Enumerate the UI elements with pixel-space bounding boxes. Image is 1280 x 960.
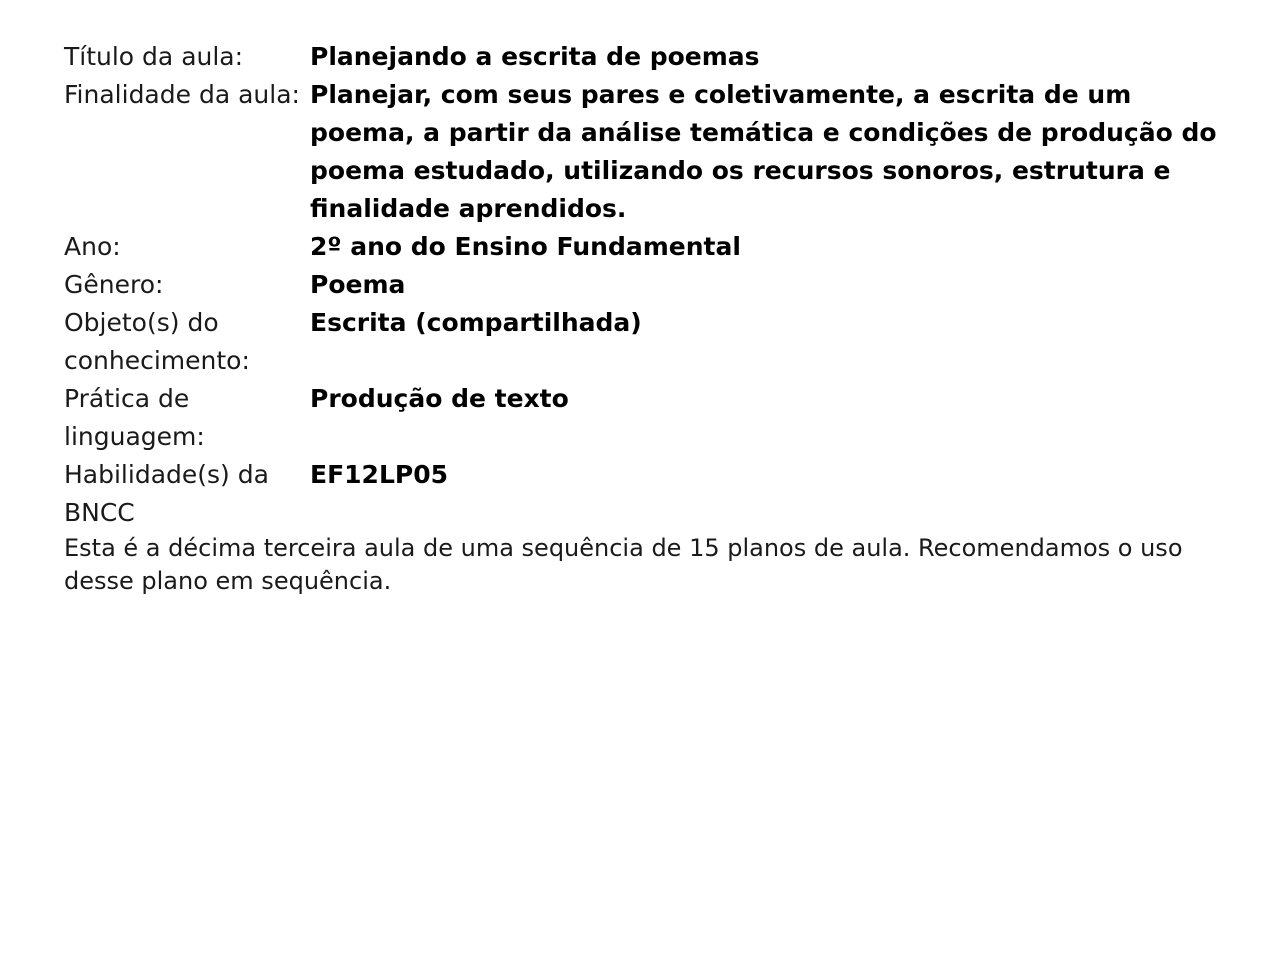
row-value-ano: 2º ano do Ensino Fundamental [310,232,741,261]
row-value-titulo: Planejando a escrita de poemas [310,42,760,71]
table-row [64,456,1228,532]
row-label-genero: Gênero: [64,270,164,299]
table-row [64,266,1228,304]
row-value-objeto-conhecimento: Escrita (compartilhada) [310,308,642,337]
row-value-habilidade-bncc: EF12LP05 [310,460,448,489]
table-row [64,380,1228,456]
row-label-objeto-conhecimento: Objeto(s) do conhecimento: [64,308,250,375]
table-row [64,304,1228,380]
row-label-pratica-linguagem: Prática de linguagem: [64,384,205,451]
row-value-pratica-linguagem: Produção de texto [310,384,569,413]
table-row [64,76,1228,228]
row-value-genero: Poema [310,270,406,299]
table-row [64,38,1228,76]
row-label-finalidade: Finalidade da aula: [64,80,300,109]
lesson-plan-table [64,38,1228,598]
row-label-habilidade-bncc: Habilidade(s) da BNCC [64,460,269,527]
table-row [64,228,1228,266]
row-label-titulo: Título da aula: [64,42,244,71]
sequence-note-row [64,532,1228,598]
row-value-finalidade: Planejar, com seus pares e coletivamente, a escrita de um poema, a partir da análise temática e condições de produção do poema estudado, utilizando os recursos sonoros, estrutura e finalidade aprendidos. [310,80,1217,223]
sequence-note: Esta é a décima terceira aula de uma sequência de 15 planos de aula. Recomendamos o uso desse plano em sequência. [64,534,1183,595]
row-label-ano: Ano: [64,232,121,261]
